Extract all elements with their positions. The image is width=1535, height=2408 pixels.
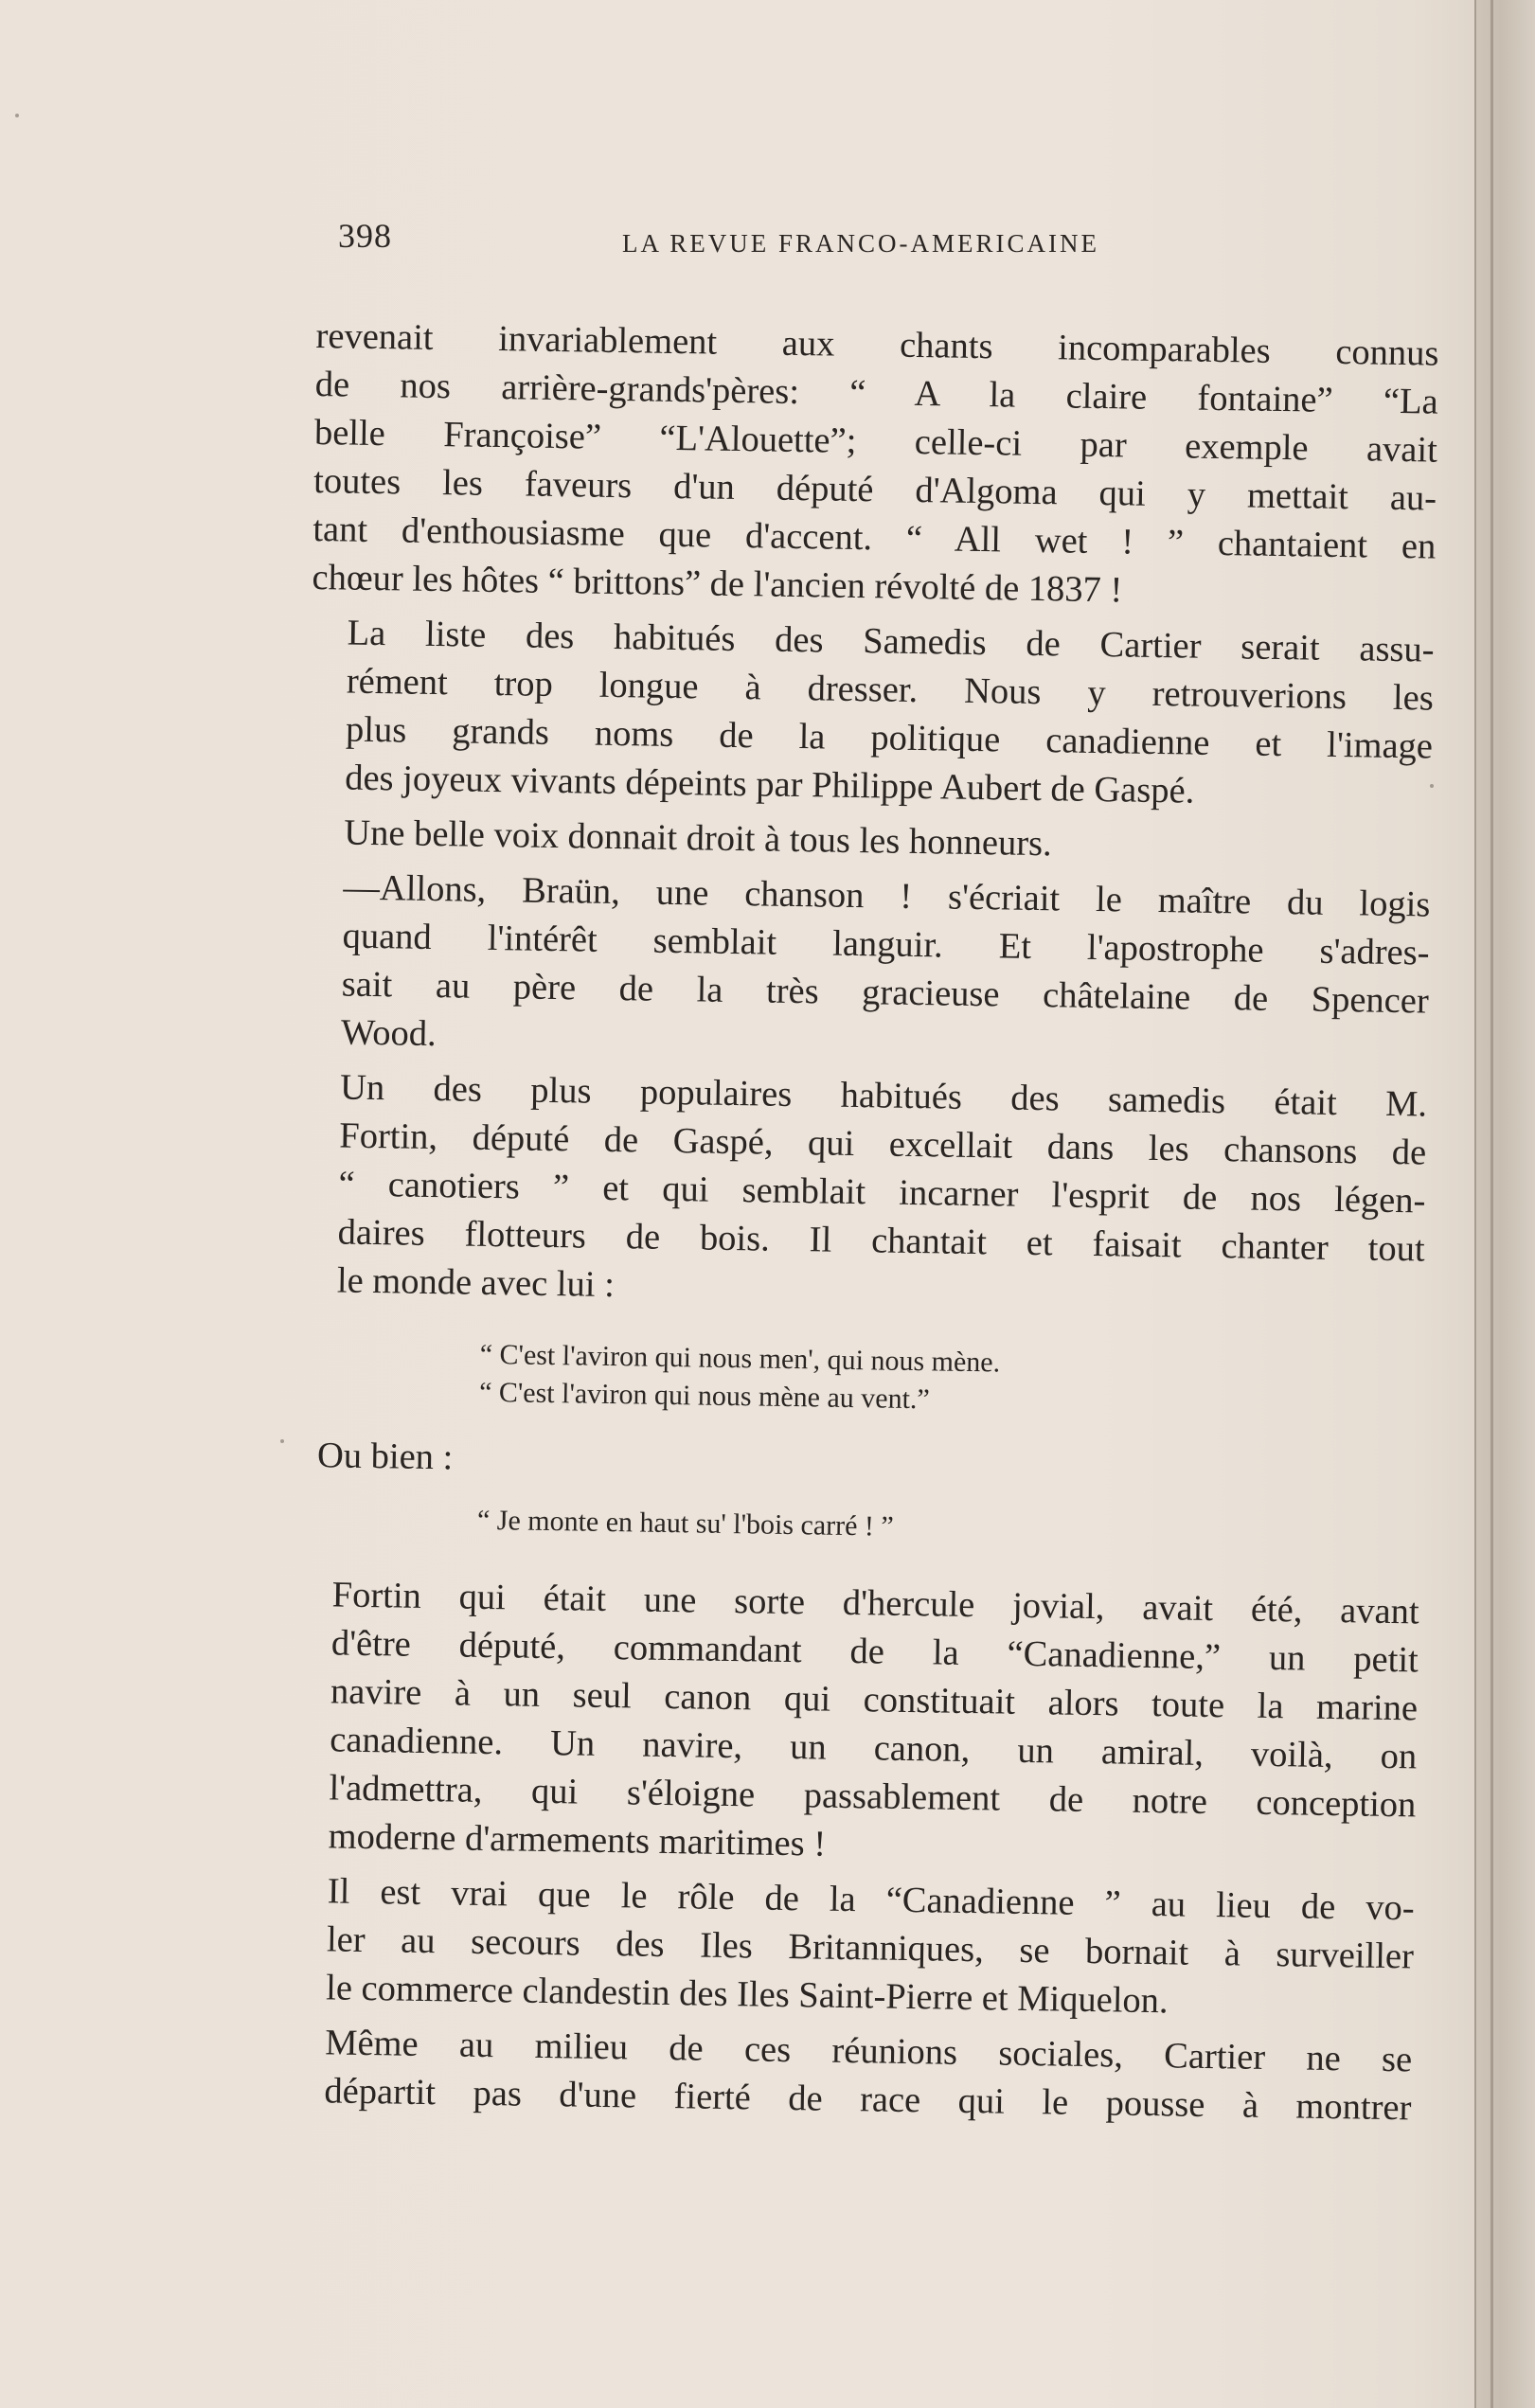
page-gutter: [1474, 0, 1535, 2408]
running-head: LA REVUE FRANCO-AMERICAINE: [622, 229, 1100, 258]
paragraph-5: [301, 1063, 1428, 1323]
text-line: Fortin qui était une sorte d'hercule jovial, avait été, avant: [331, 1575, 1419, 1632]
text-line: navire à un seul canon qui constituait alors toute la marine: [330, 1671, 1419, 1729]
text-line: le commerce clandestin des Iles Saint-Pierre et Miquelon.: [325, 1968, 1169, 2022]
text-line: Même au milieu de ces réunions sociales, Cartier ne se: [324, 2023, 1413, 2080]
text-line: d'être député, commandant de la “Canadienne,” un petit: [330, 1623, 1419, 1681]
page-header: [338, 216, 1455, 273]
text-line: —Allons, Braün, une chanson ! s'écriait le maître du logis: [343, 867, 1431, 925]
paragraph-2: [309, 609, 1435, 820]
paragraph-3: [308, 809, 1432, 875]
paragraph-8: [288, 2019, 1412, 2133]
paper-speck: [280, 1439, 284, 1443]
paragraph-4: [305, 864, 1431, 1075]
text-line: le monde avec lui :: [336, 1260, 616, 1306]
paper-speck: [15, 114, 19, 117]
verse-line: “ C'est l'aviron qui nous mène au vent.”: [478, 1376, 931, 1416]
paragraph-1: [312, 312, 1439, 620]
text-line: l'admettra, qui s'éloigne passablement de notre conception: [329, 1768, 1417, 1826]
song-verse-single: “ Je monte en haut su' l'bois carré ! ”: [476, 1504, 895, 1543]
paragraph-7: [290, 1867, 1415, 2030]
text-line: ler au secours des Iles Britanniques, se bornait à surveiller: [326, 1919, 1415, 1977]
body-text: [288, 312, 1439, 2139]
text-line: moderne d'armements maritimes !: [328, 1816, 827, 1864]
text-line: La liste des habitués des Samedis de Cartier serait assu-: [347, 613, 1435, 670]
text-line: revenait invariablement aux chants incomparables connus: [315, 315, 1439, 374]
text-line: quand l'intérêt semblait languir. Et l'apostrophe s'adres-: [342, 916, 1430, 973]
ou-bien-line: Ou bien :: [316, 1436, 454, 1478]
verse-line: “ C'est l'aviron qui nous men', qui nous mène.: [479, 1338, 1001, 1379]
text-line: chœur les hôtes “ brittons” de l'ancien révolté de 1837 !: [312, 557, 1123, 611]
text-line: tant d'enthousiasme que d'accent. “ All wet ! ” chantaient en: [312, 508, 1437, 567]
text-line: des joyeux vivants dépeints par Philippe Aubert de Gaspé.: [344, 758, 1195, 812]
text-line: Fortin, député de Gaspé, qui excellait dans les chansons de: [339, 1115, 1427, 1173]
text-line: belle Françoise” “L'Alouette”; celle-ci par exemple avait: [313, 412, 1438, 471]
text-line: rément trop longue à dresser. Nous y retrouverions les: [346, 661, 1435, 719]
binding-line: [1490, 0, 1493, 2408]
text-line: sait au père de la très gracieuse châtelaine de Spencer: [341, 964, 1430, 1022]
text-line: “ canotiers ” et qui semblait incarner l'esprit de nos légen-: [338, 1164, 1426, 1222]
text-line: de nos arrière-grands'pères: “ A la claire fontaine” “La: [314, 364, 1438, 422]
text-line: Une belle voix donnait droit à tous les honneurs.: [344, 812, 1053, 865]
text-line: Wood.: [340, 1012, 437, 1055]
text-line: Il est vrai que le rôle de la “Canadienne ” au lieu de vo-: [327, 1871, 1415, 1929]
text-line: départit pas d'une fierté de race qui le pousse à montrer: [324, 2071, 1412, 2129]
text-line: canadienne. Un navire, un canon, un amiral, voilà, on: [329, 1720, 1418, 1777]
text-line: Un des plus populaires habitués des samedis était M.: [339, 1067, 1428, 1125]
text-line: plus grands noms de la politique canadienne et l'image: [345, 709, 1434, 767]
page-number: 398: [338, 217, 392, 255]
song-verse: [479, 1336, 1423, 1427]
paragraph-6: [292, 1571, 1419, 1879]
text-line: daires flotteurs de bois. Il chantait et faisait chanter tout: [337, 1212, 1425, 1270]
text-line: toutes les faveurs d'un député d'Algoma qui y mettait au-: [312, 460, 1437, 519]
